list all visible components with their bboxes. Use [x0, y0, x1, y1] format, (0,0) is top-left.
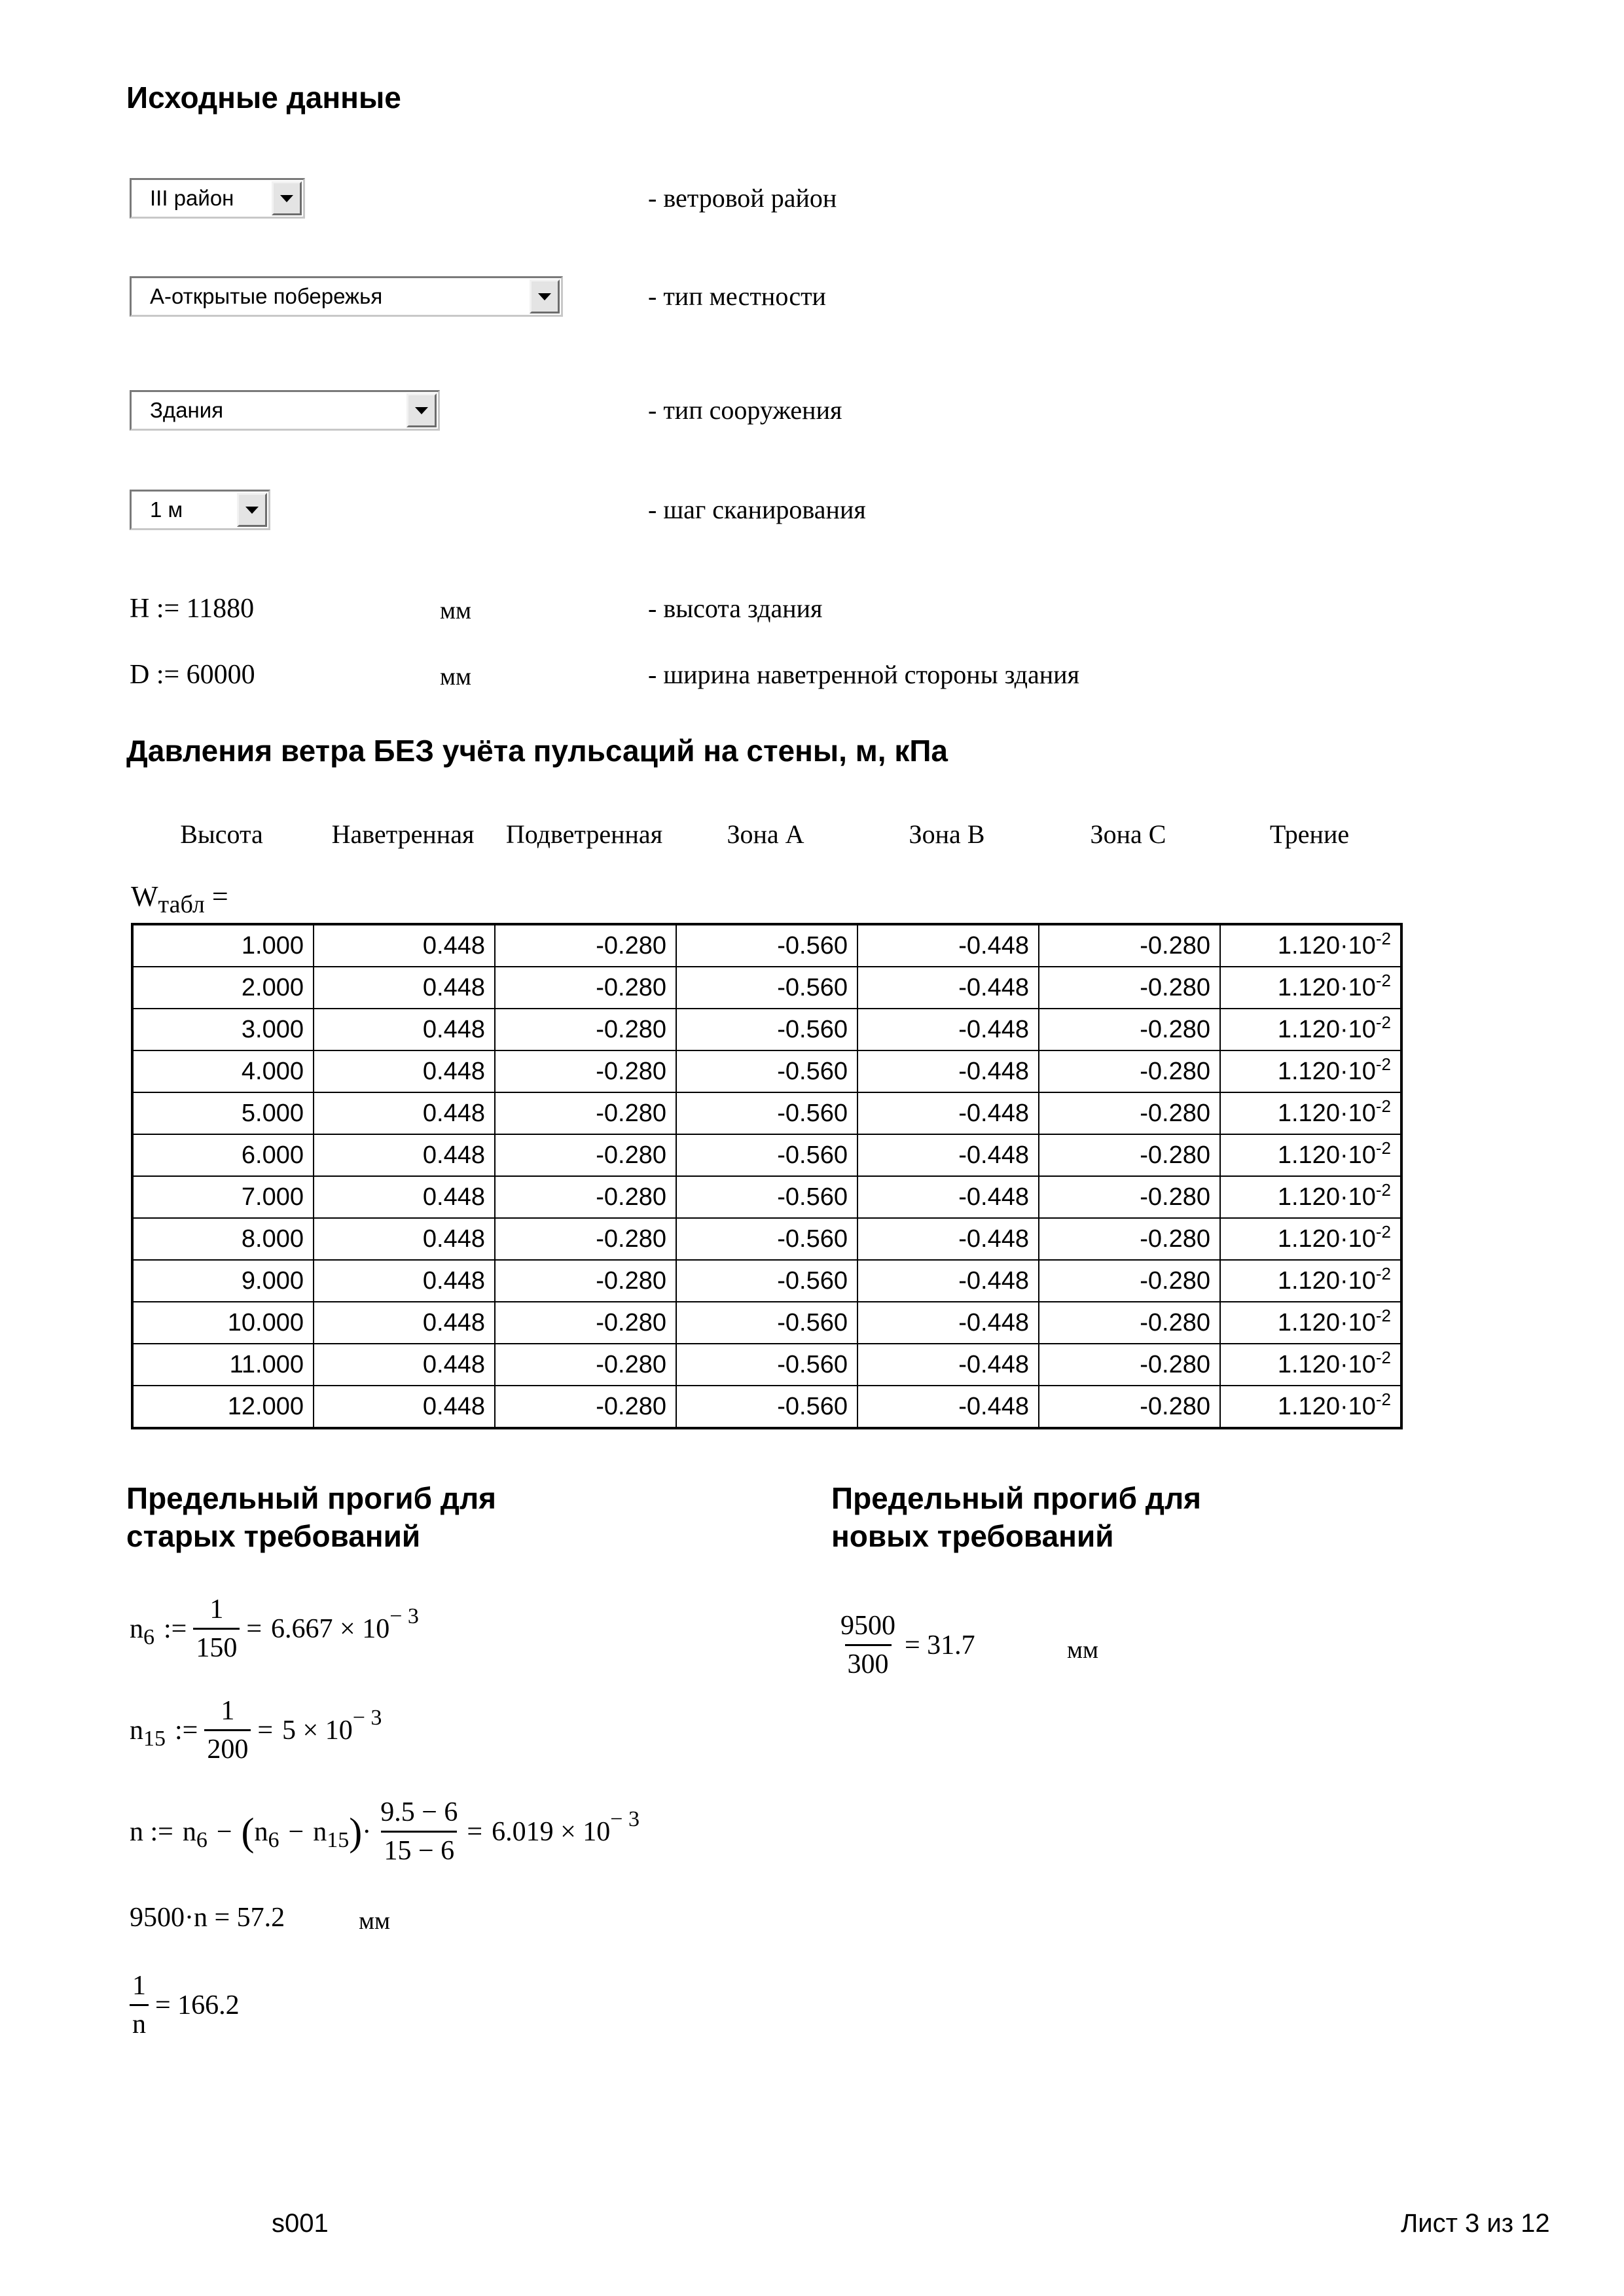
formula-lhs: n := — [130, 1816, 173, 1847]
wind-region-select[interactable] — [130, 178, 305, 219]
table-cell[interactable]: 12.000 — [132, 1386, 314, 1428]
table-cell[interactable]: -0.280 — [495, 1176, 676, 1218]
table-cell[interactable]: $1.120\cdot 10^{-2}$ — [1220, 1176, 1401, 1218]
formula-inverse[interactable] — [123, 1970, 240, 2040]
formula-var: $n_{15}$ — [130, 1715, 166, 1751]
table-cell[interactable]: -0.280 — [1039, 1386, 1220, 1428]
table-cell[interactable]: 6.000 — [132, 1134, 314, 1176]
width-unit: мм — [440, 663, 472, 691]
width-label: - ширина наветренной стороны здания — [648, 660, 1079, 689]
fraction — [204, 1695, 251, 1765]
table-row — [132, 967, 1401, 1009]
section-title-old-deflection — [126, 1479, 496, 1555]
numerator: 9.5 − 6 — [380, 1797, 458, 1827]
table-cell[interactable]: 11.000 — [132, 1344, 314, 1386]
table-cell[interactable]: -0.280 — [1039, 1260, 1220, 1302]
numerator: 1 — [209, 1594, 224, 1624]
formula-expression: 9500·n = 57.2 — [130, 1903, 285, 1933]
scan-step-label: - шаг сканирования — [648, 495, 866, 524]
terrain-type-select[interactable] — [130, 276, 563, 317]
table-cell[interactable]: -0.280 — [495, 1344, 676, 1386]
table-cell[interactable]: $1.120\cdot 10^{-2}$ — [1220, 1050, 1401, 1092]
table-cell[interactable]: -0.280 — [495, 1134, 676, 1176]
table-cell[interactable]: -0.280 — [1039, 967, 1220, 1009]
table-row — [132, 1344, 1401, 1386]
table-cell[interactable]: -0.280 — [495, 1092, 676, 1134]
formula-result: = 31.7 — [905, 1630, 975, 1660]
table-cell[interactable]: -0.560 — [676, 1009, 857, 1050]
column-header: Зона А — [727, 819, 804, 849]
column-header: Трение — [1269, 819, 1350, 849]
table-cell[interactable]: $1.120\cdot 10^{-2}$ — [1220, 1344, 1401, 1386]
table-cell[interactable]: 0.448 — [314, 1386, 495, 1428]
formula-result: = 166.2 — [155, 1990, 240, 2020]
table-cell[interactable]: 2.000 — [132, 967, 314, 1009]
chevron-down-icon[interactable] — [237, 493, 267, 527]
formula-result: $5 \times 10^{- 3}$ — [282, 1705, 382, 1746]
table-cell[interactable]: -0.448 — [857, 967, 1039, 1009]
section-title-input: Исходные данные — [126, 81, 401, 115]
table-cell[interactable]: -0.280 — [495, 924, 676, 967]
structure-type-select[interactable] — [130, 390, 440, 431]
table-cell[interactable]: -0.280 — [495, 1302, 676, 1344]
table-cell[interactable]: 3.000 — [132, 1009, 314, 1050]
table-cell[interactable]: -0.448 — [857, 1344, 1039, 1386]
table-cell[interactable]: -0.280 — [1039, 1092, 1220, 1134]
section-title-line: старых требований — [126, 1519, 421, 1553]
table-cell[interactable]: 0.448 — [314, 1134, 495, 1176]
table-cell[interactable]: 5.000 — [132, 1092, 314, 1134]
fraction — [130, 1970, 149, 2040]
table-cell[interactable]: -0.280 — [1039, 1344, 1220, 1386]
table-cell[interactable]: -0.560 — [676, 1302, 857, 1344]
table-cell[interactable]: -0.448 — [857, 1218, 1039, 1260]
formula-var: $n_6$ — [130, 1613, 154, 1649]
table-cell[interactable]: -0.280 — [495, 1260, 676, 1302]
equals-sign: = — [257, 1715, 274, 1746]
formula-deflection[interactable] — [130, 1902, 285, 1933]
fraction — [838, 1610, 898, 1680]
table-row — [132, 1092, 1401, 1134]
table-cell[interactable]: 0.448 — [314, 1050, 495, 1092]
table-cell[interactable]: 0.448 — [314, 967, 495, 1009]
formula-n6[interactable] — [130, 1594, 419, 1664]
fraction — [193, 1594, 240, 1664]
numerator: 1 — [221, 1696, 235, 1726]
table-cell[interactable]: -0.280 — [495, 1218, 676, 1260]
assign-op: := — [164, 1613, 187, 1644]
table-cell[interactable]: 0.448 — [314, 1176, 495, 1218]
denominator: n — [130, 2004, 149, 2040]
table-cell[interactable]: $1.120\cdot 10^{-2}$ — [1220, 924, 1401, 967]
table-cell[interactable]: -0.448 — [857, 1302, 1039, 1344]
matrix-label — [131, 877, 228, 924]
table-cell[interactable]: -0.280 — [495, 967, 676, 1009]
table-cell[interactable]: -0.280 — [1039, 1302, 1220, 1344]
table-row — [132, 924, 1401, 967]
column-header: Наветренная — [331, 819, 475, 849]
table-cell[interactable]: $1.120\cdot 10^{-2}$ — [1220, 1134, 1401, 1176]
height-expression[interactable]: H := 11880 — [130, 594, 255, 624]
table-row — [132, 1260, 1401, 1302]
chevron-down-icon[interactable] — [406, 393, 437, 427]
table-cell[interactable]: 8.000 — [132, 1218, 314, 1260]
numerator: 9500 — [840, 1611, 895, 1641]
table-column-headers — [131, 815, 1399, 854]
column-header: Высота — [180, 819, 263, 849]
matrix-name: W — [131, 880, 158, 912]
table-cell[interactable]: -0.448 — [857, 1386, 1039, 1428]
scan-step-select[interactable] — [130, 490, 270, 530]
table-row — [132, 1134, 1401, 1176]
footer-doc-id: s001 — [272, 2209, 329, 2238]
new-deflection-unit: мм — [1067, 1636, 1099, 1664]
table-cell[interactable]: -0.280 — [1039, 1050, 1220, 1092]
column-header: Зона С — [1090, 819, 1166, 849]
chevron-down-icon[interactable] — [272, 181, 302, 215]
table-cell[interactable]: 10.000 — [132, 1302, 314, 1344]
table-cell[interactable]: 0.448 — [314, 1260, 495, 1302]
table-cell[interactable]: -0.448 — [857, 924, 1039, 967]
table-cell[interactable]: -0.448 — [857, 1092, 1039, 1134]
table-cell[interactable]: 0.448 — [314, 1302, 495, 1344]
column-header: Зона В — [909, 819, 985, 849]
denominator: 300 — [845, 1644, 892, 1680]
denominator: 15 − 6 — [381, 1831, 457, 1867]
table-cell[interactable]: 0.448 — [314, 1009, 495, 1050]
table-cell[interactable]: $1.120\cdot 10^{-2}$ — [1220, 1218, 1401, 1260]
table-cell[interactable]: -0.448 — [857, 1260, 1039, 1302]
table-row — [132, 1386, 1401, 1428]
table-cell[interactable]: -0.280 — [1039, 1176, 1220, 1218]
terrain-type-label: - тип местности — [648, 281, 826, 311]
term-n6: $n_6$ — [182, 1816, 208, 1852]
table-row — [132, 1176, 1401, 1218]
wind-pressure-table[interactable] — [131, 923, 1403, 1429]
table-row — [132, 1009, 1401, 1050]
scan-step-value: 1 м — [150, 497, 183, 522]
assign-op: := — [175, 1715, 198, 1746]
denominator: 150 — [193, 1628, 240, 1664]
close-paren: ) — [349, 1810, 363, 1854]
formula-n15[interactable] — [130, 1695, 382, 1765]
structure-type-value: Здания — [150, 398, 224, 422]
table-cell[interactable]: -0.560 — [676, 1050, 857, 1092]
table-cell[interactable]: -0.560 — [676, 967, 857, 1009]
table-cell[interactable]: -0.448 — [857, 1134, 1039, 1176]
table-cell[interactable]: $1.120\cdot 10^{-2}$ — [1220, 1302, 1401, 1344]
open-paren: ( — [241, 1810, 255, 1854]
table-cell[interactable]: -0.280 — [1039, 924, 1220, 967]
wind-region-value: III район — [150, 186, 234, 210]
minus-op: − — [216, 1816, 232, 1847]
deflection-unit: мм — [359, 1907, 391, 1935]
table-cell[interactable]: -0.280 — [1039, 1218, 1220, 1260]
table-cell[interactable]: -0.560 — [676, 1386, 857, 1428]
table-cell[interactable]: -0.560 — [676, 1092, 857, 1134]
table-cell[interactable]: 0.448 — [314, 1344, 495, 1386]
multiply-op: · — [362, 1816, 372, 1847]
table-cell[interactable]: -0.560 — [676, 1344, 857, 1386]
table-cell[interactable]: -0.560 — [676, 1218, 857, 1260]
structure-type-label: - тип сооружения — [648, 395, 842, 425]
section-title-line: Предельный прогиб для — [126, 1481, 497, 1515]
table-cell[interactable]: -0.280 — [1039, 1134, 1220, 1176]
formula-new-deflection[interactable] — [831, 1610, 975, 1680]
table-cell[interactable]: -0.448 — [857, 1050, 1039, 1092]
table-cell[interactable]: -0.560 — [676, 1260, 857, 1302]
table-cell[interactable]: -0.280 — [495, 1386, 676, 1428]
wind-region-label: - ветровой район — [648, 183, 837, 213]
equals-sign: = — [246, 1613, 262, 1644]
formula-result: $6.667 \times 10^{- 3}$ — [271, 1604, 419, 1644]
paren-term-a: $n_6$ — [254, 1816, 280, 1852]
minus-op: − — [288, 1816, 304, 1847]
table-cell[interactable]: 0.448 — [314, 1218, 495, 1260]
formula-n-interpolation[interactable] — [130, 1797, 640, 1867]
formula-result: $6.019 \times 10^{- 3}$ — [492, 1806, 640, 1847]
table-cell[interactable]: $1.120\cdot 10^{-2}$ — [1220, 1260, 1401, 1302]
height-label: - высота здания — [648, 594, 823, 623]
table-cell[interactable]: -0.280 — [495, 1009, 676, 1050]
table-cell[interactable]: -0.280 — [495, 1050, 676, 1092]
matrix-equals: = — [211, 880, 228, 912]
terrain-type-value: А-открытые побережья — [150, 284, 383, 308]
paren-term-b: $n_{15}$ — [313, 1816, 350, 1852]
table-cell[interactable]: $1.120\cdot 10^{-2}$ — [1220, 1092, 1401, 1134]
table-cell[interactable]: $1.120\cdot 10^{-2}$ — [1220, 967, 1401, 1009]
table-cell[interactable]: -0.560 — [676, 1134, 857, 1176]
footer-page-number: Лист 3 из 12 — [1401, 2209, 1550, 2238]
table-cell[interactable]: 0.448 — [314, 924, 495, 967]
table-cell[interactable]: $1.120\cdot 10^{-2}$ — [1220, 1386, 1401, 1428]
table-cell[interactable]: -0.560 — [676, 924, 857, 967]
matrix-subscript: табл — [158, 891, 205, 918]
section-title-line: новых требований — [831, 1519, 1114, 1553]
section-title-line: Предельный прогиб для — [831, 1481, 1202, 1515]
width-expression[interactable]: D := 60000 — [130, 660, 255, 690]
table-cell[interactable]: 0.448 — [314, 1092, 495, 1134]
table-cell[interactable]: 4.000 — [132, 1050, 314, 1092]
section-title-new-deflection — [831, 1479, 1201, 1555]
numerator: 1 — [132, 1971, 146, 2001]
fraction — [378, 1797, 460, 1867]
table-cell[interactable]: -0.280 — [1039, 1009, 1220, 1050]
table-row — [132, 1302, 1401, 1344]
table-cell[interactable]: 1.000 — [132, 924, 314, 967]
table-cell[interactable]: 9.000 — [132, 1260, 314, 1302]
table-row — [132, 1050, 1401, 1092]
section-title-pressure: Давления ветра БЕЗ учёта пульсаций на стены, м, кПа — [126, 734, 948, 768]
table-cell[interactable]: $1.120\cdot 10^{-2}$ — [1220, 1009, 1401, 1050]
table-cell[interactable]: -0.448 — [857, 1176, 1039, 1218]
chevron-down-icon[interactable] — [530, 279, 560, 314]
column-header: Подветренная — [505, 819, 663, 849]
height-unit: мм — [440, 597, 472, 624]
denominator: 200 — [204, 1729, 251, 1765]
equals-sign: = — [467, 1816, 483, 1847]
table-cell[interactable]: -0.448 — [857, 1009, 1039, 1050]
table-row — [132, 1218, 1401, 1260]
table-cell[interactable]: 7.000 — [132, 1176, 314, 1218]
table-cell[interactable]: -0.560 — [676, 1176, 857, 1218]
